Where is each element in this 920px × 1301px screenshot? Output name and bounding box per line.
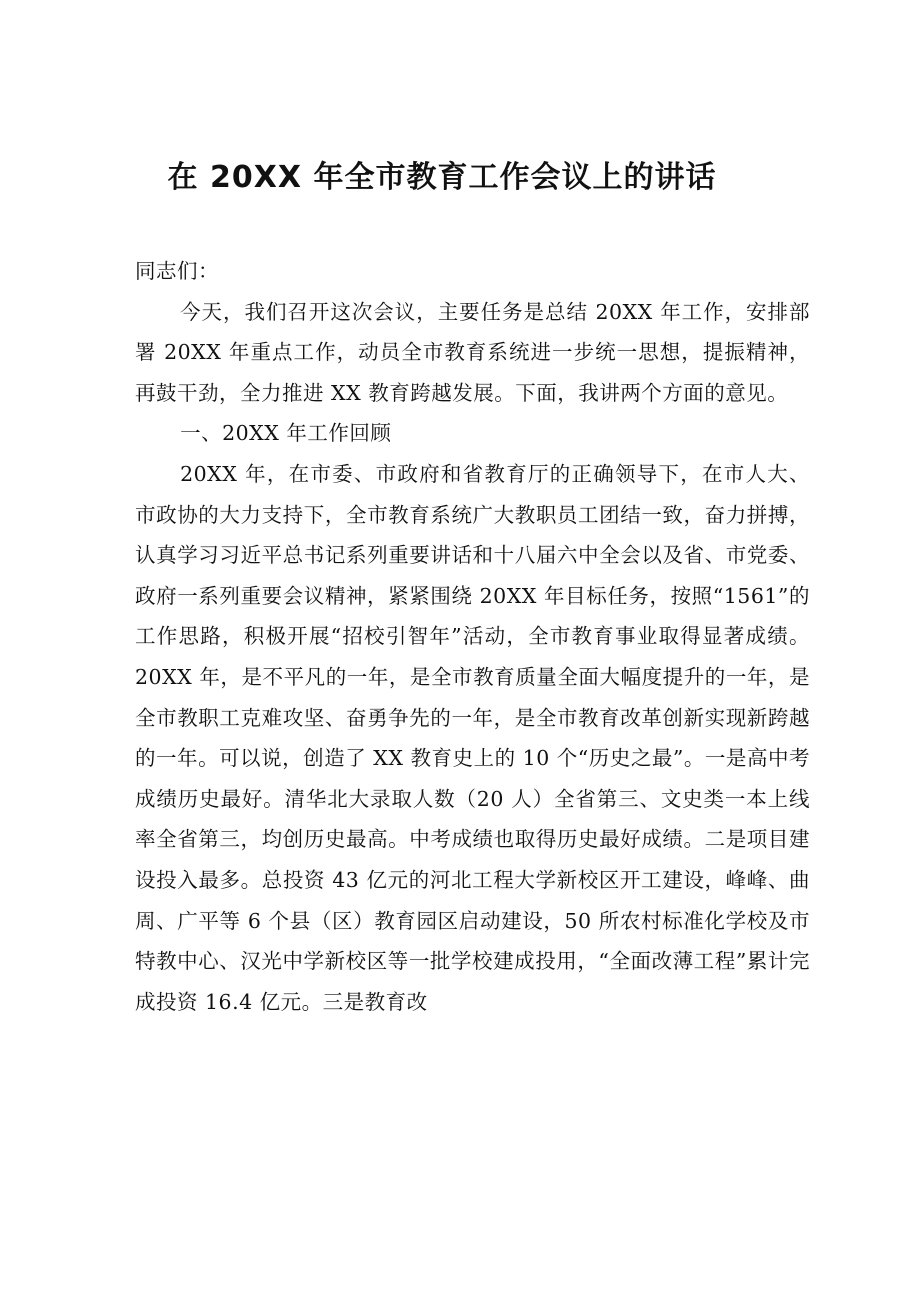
salutation: 同志们： bbox=[135, 259, 219, 283]
document-title: 在 20XX 年全市教育工作会议上的讲话 bbox=[167, 160, 717, 195]
document-body bbox=[135, 251, 810, 1022]
paragraph-intro: 今天，我们召开这次会议，主要任务是总结 20XX 年工作，安排部署 20XX 年重点工作，动员全市教育系统进一步统一思想，提振精神，再鼓干劲，全力推进 XX 教育跨越发展。下面，我讲两个方面的意见。 bbox=[135, 299, 810, 405]
paragraph-review: 20XX 年，在市委、市政府和省教育厅的正确领导下，在市人大、市政协的大力支持下，全市教育系统广大教职员工团结一致，奋力拼搏，认真学习习近平总书记系列重要讲话和十八届六中全会以及省、市党委、政府一系列重要会议精神，紧紧围绕 20XX 年目标任务，按照“1561”的工作思路，积极开展“招校引智年”活动，全市教育事业取得显著成绩。20XX 年，是不平凡的一年，是全市教育质量全面大幅度提升的一年，是全市教职工克难攻坚、奋勇争先的一年，是全市教育改革创新实现新跨越的一年。可以说，创造了 XX 教育史上的 10 个“历史之最”。一是高中考成绩历史最好。清华北大录取人数（20 人）全省第三、文史类一本上线率全省第三，均创历史最高。中考成绩也取得历史最好成绩。二是项目建设投入最多。总投资 43 亿元的河北工程大学新校区开工建设，峰峰、曲周、广平等 6 个县（区）教育园区启动建设，50 所农村标准化学校及市特教中心、汉光中学新校区等一批学校建成投用，“全面改薄工程”累计完成投资 16.4 亿元。三是教育改 bbox=[135, 461, 810, 1014]
section-heading: 一、20XX 年工作回顾 bbox=[180, 421, 392, 446]
